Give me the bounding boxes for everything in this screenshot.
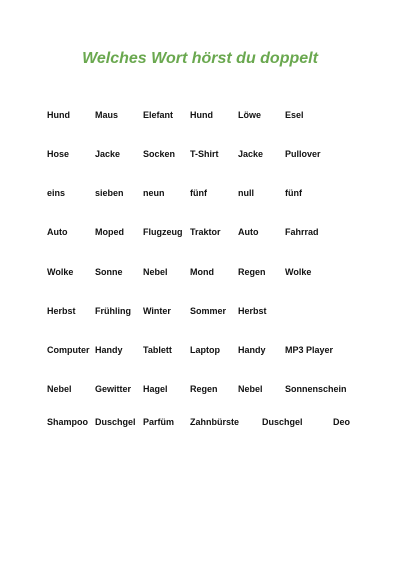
word-cell: Nebel	[143, 267, 168, 277]
word-cell: Sonnenschein	[285, 384, 347, 394]
word-cell: Shampoo	[47, 417, 89, 427]
word-cell: Sommer	[190, 306, 227, 316]
word-cell: T-Shirt	[190, 149, 219, 159]
word-cell: Pullover	[285, 149, 321, 159]
word-cell: Herbst	[47, 306, 76, 316]
word-cell: Winter	[143, 306, 171, 316]
word-cell: Auto	[47, 227, 68, 237]
word-row-3	[0, 187, 400, 201]
word-row-8	[0, 383, 400, 397]
word-cell: Duschgel	[95, 417, 136, 427]
word-cell: Hagel	[143, 384, 168, 394]
word-row-6	[0, 305, 400, 319]
word-cell: Wolke	[285, 267, 312, 277]
word-cell: Parfüm	[143, 417, 175, 427]
word-row-2	[0, 148, 400, 162]
page-title: Welches Wort hörst du doppelt	[82, 50, 318, 67]
word-cell: Handy	[238, 345, 266, 355]
word-cell: Nebel	[47, 384, 72, 394]
word-cell: Laptop	[190, 345, 220, 355]
word-cell: Jacke	[238, 149, 264, 159]
word-cell: Jacke	[95, 149, 121, 159]
word-cell: Auto	[238, 227, 259, 237]
word-cell: Gewitter	[95, 384, 132, 394]
word-cell: Herbst	[238, 306, 267, 316]
word-row-1	[0, 109, 400, 123]
word-row-5	[0, 266, 400, 280]
word-cell: fünf	[190, 188, 207, 198]
word-cell: Hund	[47, 110, 70, 120]
word-cell: eins	[47, 188, 66, 198]
word-cell: Tablett	[143, 345, 172, 355]
word-cell: MP3 Player	[285, 345, 334, 355]
word-cell: Flugzeug	[143, 227, 183, 237]
word-cell: Wolke	[47, 267, 74, 277]
word-cell: Traktor	[190, 227, 221, 237]
word-cell: Elefant	[143, 110, 174, 120]
word-cell: Moped	[95, 227, 124, 237]
word-cell: Mond	[190, 267, 214, 277]
word-cell: Socken	[143, 149, 176, 159]
word-cell: Handy	[95, 345, 123, 355]
word-cell: Zahnbürste	[190, 417, 240, 427]
word-cell: Frühling	[95, 306, 131, 316]
word-cell: Sonne	[95, 267, 123, 277]
word-cell: Esel	[285, 110, 304, 120]
word-cell: fünf	[285, 188, 302, 198]
word-cell: Hund	[190, 110, 213, 120]
word-cell: Maus	[95, 110, 119, 120]
word-cell: neun	[143, 188, 165, 198]
word-row-7	[0, 344, 400, 358]
word-row-4	[0, 226, 400, 240]
word-row-9	[0, 416, 400, 430]
word-cell: Fahrrad	[285, 227, 319, 237]
word-cell: Regen	[190, 384, 218, 394]
word-cell: sieben	[95, 188, 124, 198]
word-cell: Nebel	[238, 384, 263, 394]
word-cell: Duschgel	[262, 417, 303, 427]
word-cell: Löwe	[238, 110, 262, 120]
word-cell: Regen	[238, 267, 266, 277]
word-cell: Computer	[47, 345, 90, 355]
word-cell: Deo	[333, 417, 351, 427]
word-cell: Hose	[47, 149, 70, 159]
word-cell: null	[238, 188, 254, 198]
